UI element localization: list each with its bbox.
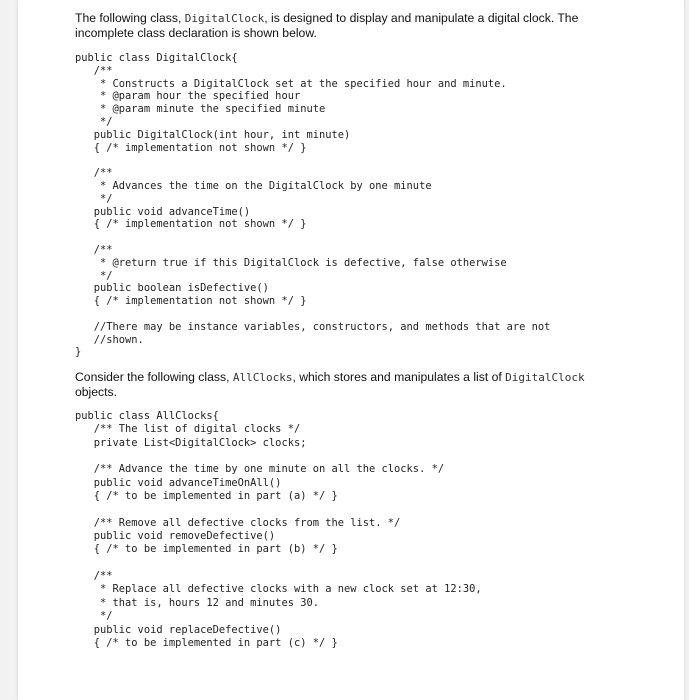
- code-line: public boolean isDefective(): [75, 282, 269, 295]
- code-line: /**: [75, 167, 113, 180]
- code-line: [75, 308, 550, 321]
- code-line: //shown.: [75, 333, 144, 346]
- code-line: public void advanceTimeOnAll(): [75, 476, 282, 489]
- digitalclock-code-block: [75, 52, 550, 359]
- code-line: //There may be instance variables, constructors, and methods that are not: [75, 320, 551, 333]
- code-line: { /* to be implemented in part (a) */ }: [75, 490, 338, 503]
- allclocks-text-middle: , which stores and manipulates a list of: [292, 370, 506, 384]
- intro-text-after: , is designed to display and manipulate a digital clock. The incomplete class declaration is shown below.: [75, 11, 579, 40]
- code-line: */: [75, 610, 113, 623]
- allclocks-text-after: objects.: [75, 385, 118, 399]
- code-line: private List<DigitalClock> clocks;: [75, 436, 307, 449]
- code-line: { /* implementation not shown */ }: [75, 295, 307, 308]
- code-line: { /* to be implemented in part (c) */ }: [75, 636, 338, 649]
- intro-paragraph: [75, 11, 615, 40]
- code-line: [75, 231, 550, 244]
- code-line: * @param minute the specified minute: [75, 103, 326, 116]
- code-line: public void replaceDefective(): [75, 623, 282, 636]
- code-line: /**: [75, 570, 113, 583]
- code-line: public DigitalClock(int hour, int minute): [75, 128, 351, 141]
- intro-class-name: DigitalClock: [184, 12, 265, 25]
- allclocks-intro-paragraph: [75, 370, 615, 399]
- code-line: [75, 503, 482, 516]
- code-line: [75, 154, 550, 167]
- code-line: public class DigitalClock{: [75, 52, 238, 64]
- digitalclock-class-name: DigitalClock: [505, 371, 585, 384]
- code-line: public void advanceTime(): [75, 205, 251, 218]
- allclocks-text-before: Consider the following class,: [75, 370, 233, 384]
- code-line: * Replace all defective clocks with a new clock set at 12:30,: [75, 583, 482, 596]
- code-line: }: [75, 346, 82, 359]
- code-line: [75, 557, 482, 570]
- intro-text-before: The following class,: [75, 11, 185, 25]
- code-line: { /* implementation not shown */ }: [75, 141, 307, 154]
- code-line: [75, 450, 482, 463]
- code-line: * @return true if this DigitalClock is defective, false otherwise: [75, 256, 507, 269]
- code-line: public void removeDefective(): [75, 530, 276, 543]
- code-line: /** Remove all defective clocks from the list. */: [75, 516, 401, 529]
- code-line: { /* to be implemented in part (b) */ }: [75, 543, 338, 556]
- code-line: /** The list of digital clocks */: [75, 423, 301, 436]
- code-line: { /* implementation not shown */ }: [75, 218, 307, 231]
- code-line: */: [75, 192, 113, 205]
- code-line: */: [75, 269, 113, 282]
- code-line: */: [75, 115, 113, 128]
- code-line: * Advances the time on the DigitalClock by one minute: [75, 179, 432, 192]
- code-line: /** Advance the time by one minute on all the clocks. */: [75, 463, 445, 476]
- document-page: [18, 0, 684, 700]
- code-line: * Constructs a DigitalClock set at the specified hour and minute.: [75, 77, 507, 90]
- code-line: * that is, hours 12 and minutes 30.: [75, 596, 319, 609]
- code-line: * @param hour the specified hour: [75, 90, 301, 103]
- code-line: /**: [75, 243, 113, 256]
- code-line: public class AllClocks{: [75, 410, 219, 422]
- code-line: /**: [75, 64, 113, 77]
- allclocks-class-name: AllClocks: [232, 371, 293, 384]
- allclocks-code-block: [75, 410, 482, 650]
